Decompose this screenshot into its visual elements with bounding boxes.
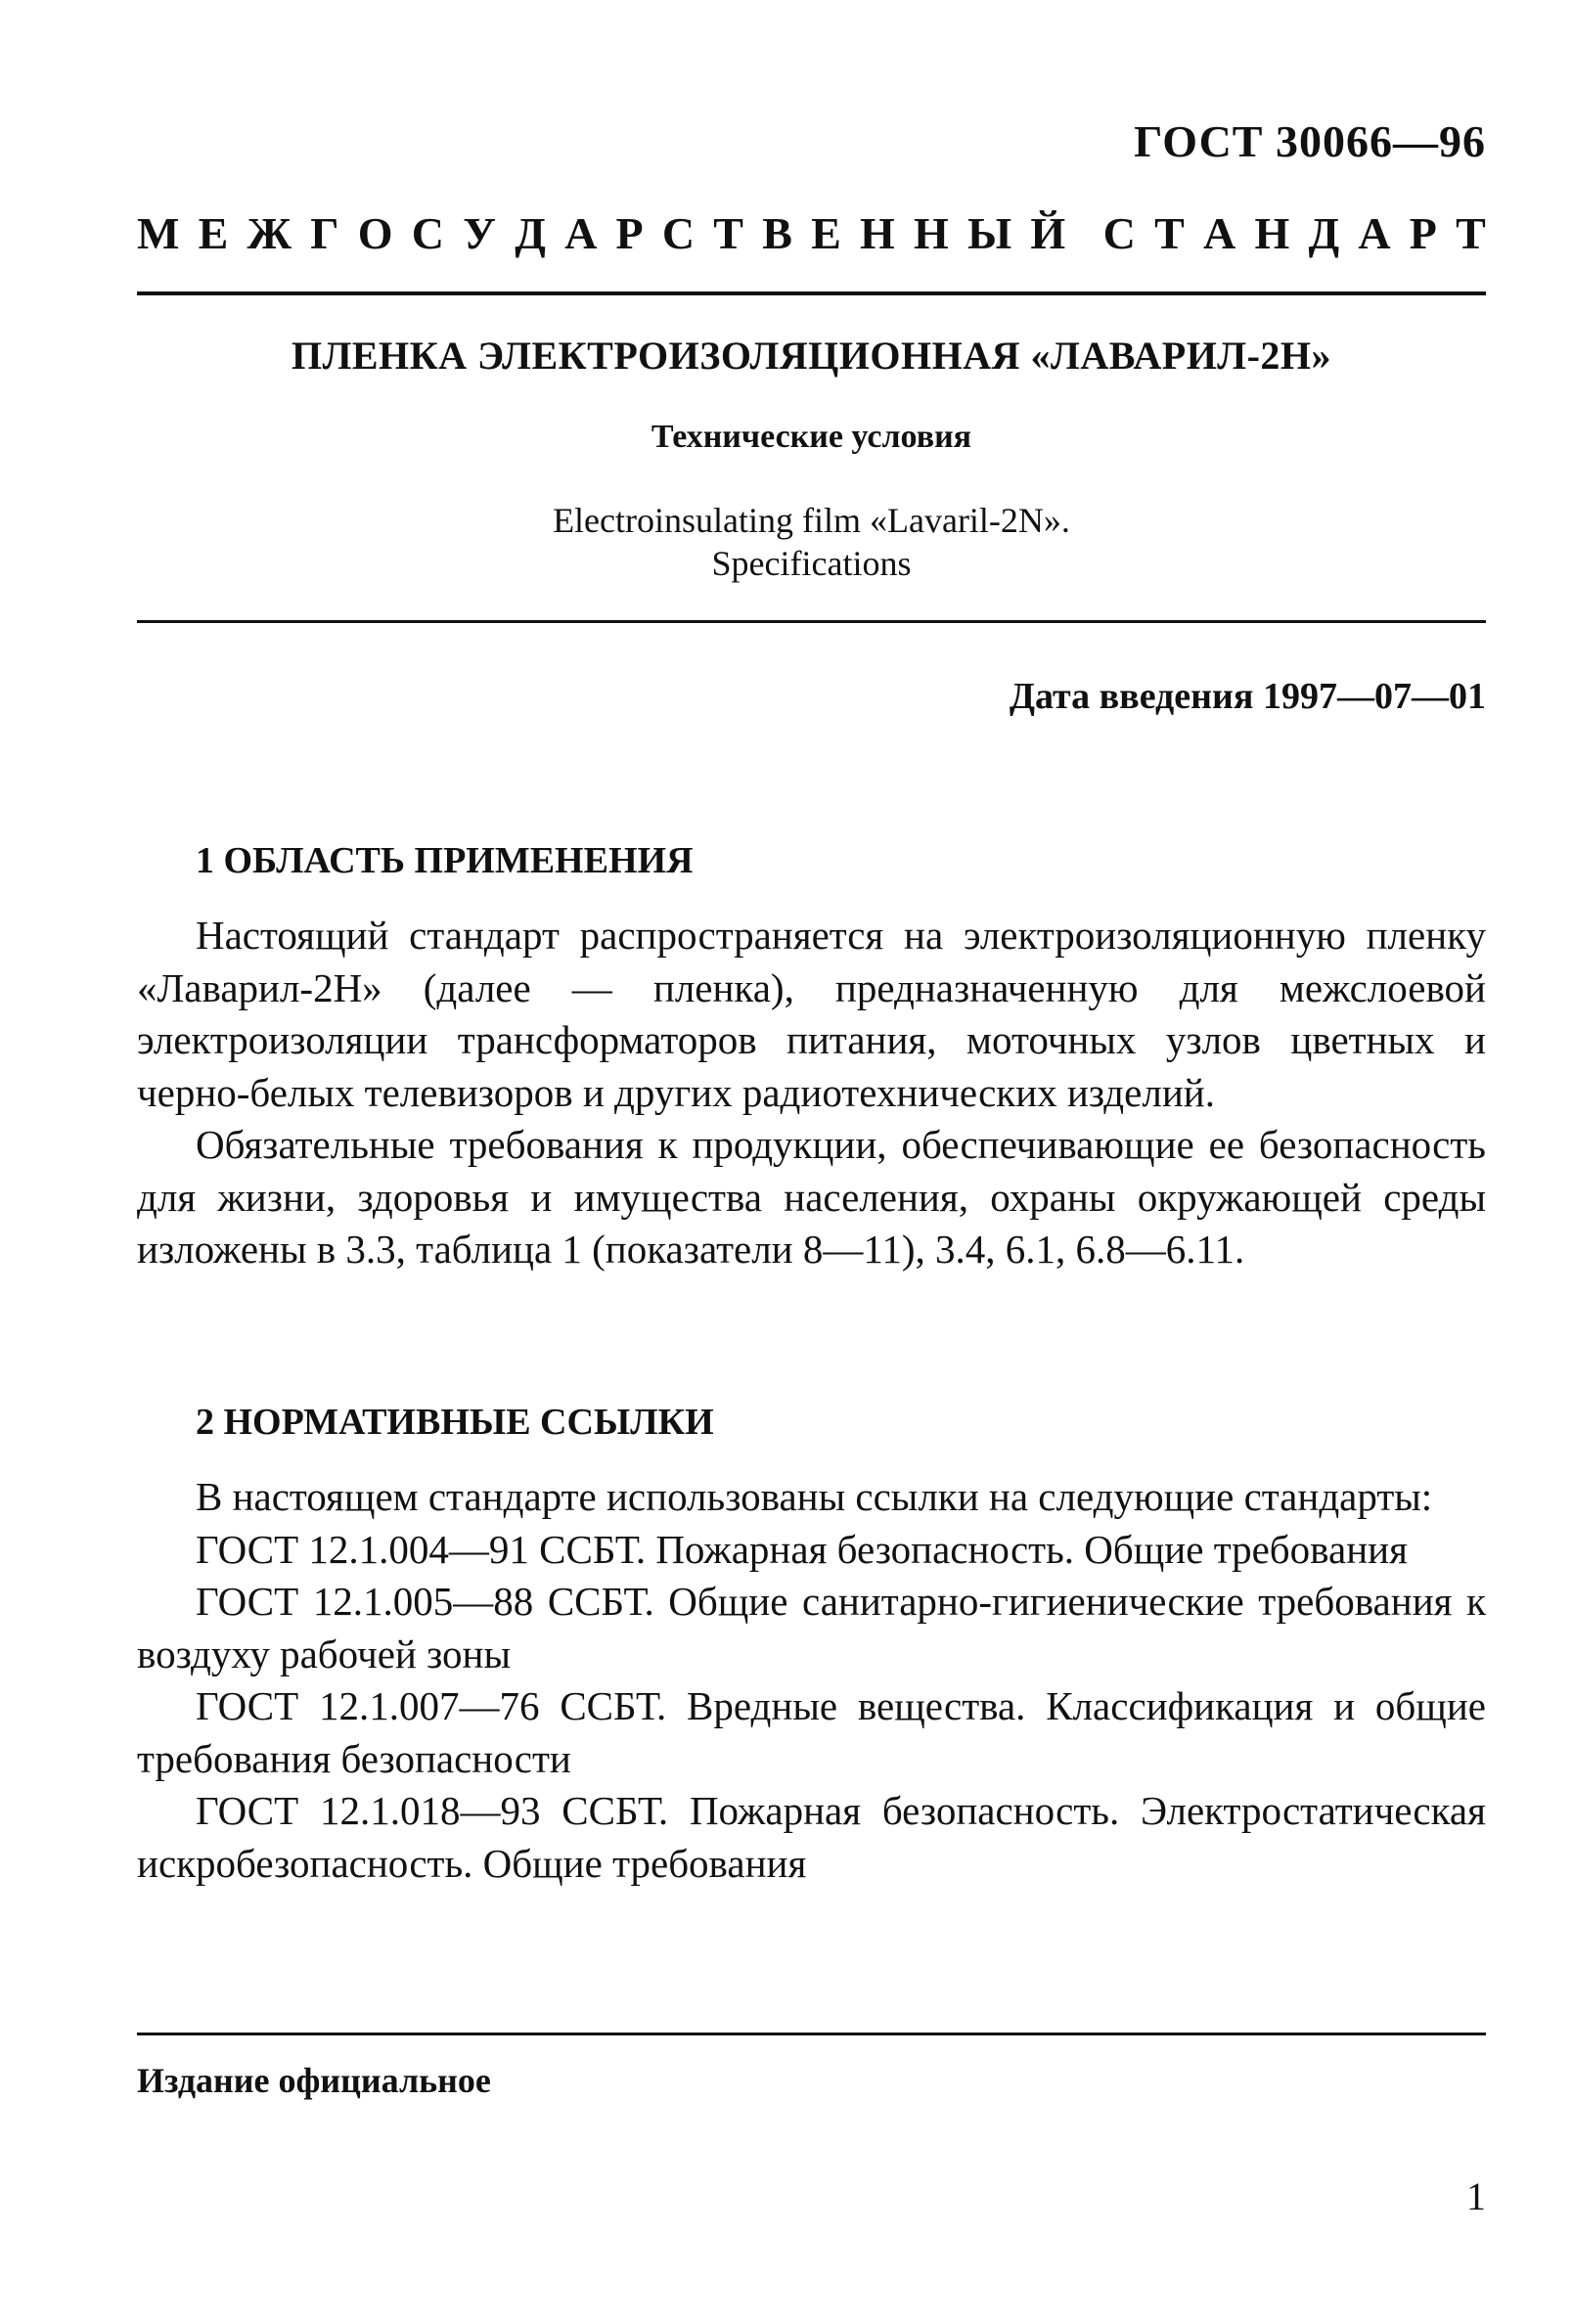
heading-letter: Т bbox=[1456, 208, 1486, 258]
paragraph: В настоящем стандарте использованы ссылки на следующие стандарты: bbox=[196, 1474, 1433, 1519]
gost-number: ГОСТ 30066—96 bbox=[1134, 116, 1486, 166]
heading-letter: С bbox=[411, 208, 444, 258]
introduction-date: Дата введения 1997—07—01 bbox=[1009, 676, 1486, 717]
footer-divider bbox=[137, 2033, 1486, 2035]
reference-item: ГОСТ 12.1.004—91 ССБТ. Пожарная безопасность. Общие требования bbox=[196, 1526, 1408, 1572]
heading-letter: Д bbox=[1308, 208, 1340, 258]
reference-item: ГОСТ 12.1.005—88 ССБТ. Общие санитарно-гигиенические требования к воздуху рабочей зоны bbox=[137, 1579, 1486, 1676]
english-title-line: Electroinsulating film «Lavaril-2N». bbox=[553, 501, 1070, 540]
header-divider bbox=[137, 291, 1486, 295]
page-number: 1 bbox=[1466, 2174, 1486, 2218]
heading-letter: Ы bbox=[967, 208, 1012, 258]
heading-letter: Н bbox=[1254, 208, 1290, 258]
heading-letter: Р bbox=[1409, 208, 1437, 258]
heading-letter: Е bbox=[198, 208, 229, 258]
heading-letter: А bbox=[564, 208, 598, 258]
heading-letter: М bbox=[137, 208, 180, 258]
heading-letter: Т bbox=[713, 208, 743, 258]
english-title bbox=[137, 499, 1486, 585]
document-title: ПЛЕНКА ЭЛЕКТРОИЗОЛЯЦИОННАЯ «ЛАВАРИЛ-2Н» bbox=[291, 334, 1332, 378]
heading-letter: Г bbox=[310, 208, 339, 258]
document-subtitle: Технические условия bbox=[651, 419, 972, 455]
section-body-scope bbox=[137, 910, 1486, 1276]
section-heading-normative-references: 2 НОРМАТИВНЫЕ ССЫЛКИ bbox=[196, 1402, 714, 1443]
paragraph: Настоящий стандарт распространяется на электроизоляционную пленку «Лаварил-2Н» (далее — пленка), предназначенную для межслоевой электроизоляции трансформаторов питания, моточных узлов цветных и черно-белых телевизоров и других радиотехнических изделий. bbox=[137, 913, 1486, 1115]
title-divider bbox=[137, 620, 1486, 623]
heading-letter: А bbox=[1358, 208, 1391, 258]
heading-letter: У bbox=[463, 208, 496, 258]
heading-letter: Д bbox=[515, 208, 546, 258]
section-body-normative-references bbox=[137, 1471, 1486, 1890]
heading-letter: О bbox=[357, 208, 393, 258]
heading-letter: А bbox=[1202, 208, 1236, 258]
reference-item: ГОСТ 12.1.018—93 ССБТ. Пожарная безопасность. Электростатическая искробезопасность. Общие требования bbox=[137, 1788, 1486, 1886]
heading-letter: Н bbox=[860, 208, 895, 258]
reference-item: ГОСТ 12.1.007—76 ССБТ. Вредные вещества. Классификация и общие требования безопасности bbox=[137, 1683, 1486, 1781]
paragraph: Обязательные требования к продукции, обеспечивающие ее безопасность для жизни, здоровья и имущества населения, охраны окружающей среды изложены в 3.3, таблица 1 (показатели 8—11), 3.4, 6.1, 6.8—6.11. bbox=[137, 1122, 1486, 1272]
heading-letter: Н bbox=[914, 208, 949, 258]
heading-letter: В bbox=[762, 208, 792, 258]
heading-letter: Й bbox=[1030, 208, 1066, 258]
heading-letter: Ж bbox=[247, 208, 292, 258]
heading-letter: С bbox=[1102, 208, 1136, 258]
heading-letter: Е bbox=[811, 208, 841, 258]
edition-label: Издание официальное bbox=[137, 2061, 491, 2100]
heading-letter: Т bbox=[1154, 208, 1185, 258]
interstate-standard-heading bbox=[137, 207, 1486, 259]
english-title-line: Specifications bbox=[711, 544, 912, 583]
heading-letter: Р bbox=[615, 208, 644, 258]
section-heading-scope: 1 ОБЛАСТЬ ПРИМЕНЕНИЯ bbox=[196, 840, 694, 881]
heading-letter: С bbox=[661, 208, 696, 258]
